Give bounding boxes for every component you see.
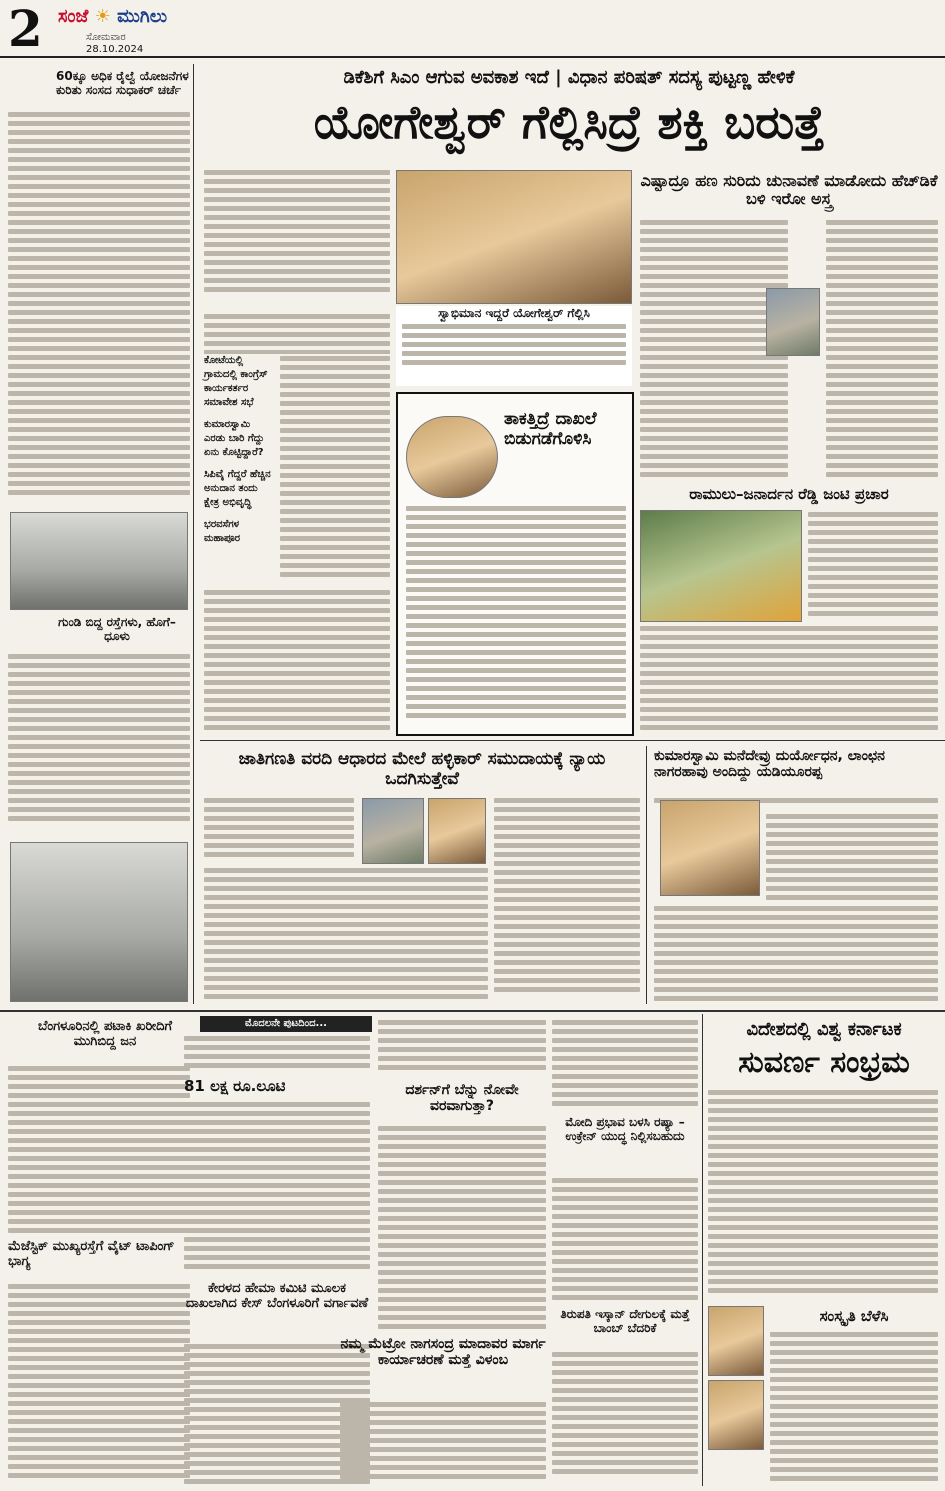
middle-headline-caste: ಜಾತಿಗಣತಿ ವರದಿ ಆಧಾರದ ಮೇಲೆ ಹಳ್ಳಿಕಾರ್ ಸಮುದಾಯಕ್ಕೆ ನ್ಯಾಯ ಒದಗಿಸುತ್ತೇವೆ (238, 750, 606, 789)
middle-article-caste-a (204, 798, 354, 864)
photo-campaign-rally (640, 510, 802, 622)
photo-boxed-speaker (406, 416, 498, 498)
boxed-headline: ತಾಕತ್ತಿದ್ರೆ ದಾಖಲೆ ಬಿಡುಗಡೆಗೊಳಿಸಿ (504, 410, 597, 449)
bottom-headline-crackers: ಬೆಂಗಳೂರಿನಲ್ಲಿ ಪಟಾಕಿ ಖರೀದಿಗೆ ಮುಗಿಬಿದ್ದ ಜನ (37, 1020, 173, 1049)
photo-bottom-portrait-1 (708, 1306, 764, 1376)
masthead (0, 0, 945, 58)
photo-dusty-road (10, 842, 188, 1002)
bottom-right-rule (702, 1014, 703, 1486)
bottom-article-col4a (552, 1020, 698, 1112)
photo-caste-leaders (428, 798, 486, 864)
continued-tag: ಮೊದಲನೇ ಪುಟದಿಂದ... (200, 1016, 372, 1032)
lead-bullet: ಕುಮಾರಸ್ವಾಮಿ ಎರಡು ಬಾರಿ ಗೆದ್ದು ಏನು ಕೊಟ್ಟಿದ್ದಾರೆ? (204, 419, 265, 458)
middle-column-rule (646, 746, 647, 1004)
lead-article-col2 (204, 314, 390, 354)
lead-article-col4 (204, 590, 390, 734)
lead-article-col1 (204, 170, 390, 310)
bottom-article-whitetopping (8, 1284, 190, 1484)
photo-right-portrait (766, 288, 820, 356)
lead-article-col3 (280, 356, 390, 586)
bottom-article-samskriti (770, 1332, 938, 1484)
middle-article-hdk-c (654, 906, 938, 1002)
bottom-article-col3a (378, 1020, 546, 1076)
issue-info (86, 32, 143, 56)
bottom-headline-suvarna: ಸುವರ್ಣ ಸಂಭ್ರಮ (738, 1046, 910, 1080)
right-article-ramulu-b (640, 626, 938, 734)
bottom-headline-iskcon: ತಿರುಪತಿ ಇಸ್ಕಾನ್ ದೇಗುಲಕ್ಕೆ ಮತ್ತೆ ಬಾಂಬ್ ಬೆದರಿಕೆ (560, 1308, 690, 1335)
section-rule-bottom (0, 1010, 945, 1012)
bottom-headline-hema: ಕೇರಳದ ಹೇಮಾ ಕಮಿಟಿ ಮೂಲಕ ದಾಖಲಾಗಿದ ಕೇಸ್ ಬೆಂಗಳೂರಿಗೆ ವರ್ಗಾವಣೆ (185, 1282, 369, 1311)
bottom-article-iskcon (552, 1352, 698, 1484)
photo-hdk-portrait (660, 800, 760, 896)
newspaper-logo (58, 4, 190, 30)
bottom-article-darshan (378, 1126, 546, 1338)
left-headline-railway: 60ಕ್ಕೂ ಅಧಿಕ ರೈಲ್ವೆ ಯೋಜನೆಗಳ ಕುರಿತು ಸಂಸದ ಸುಧಾಕರ್ ಚರ್ಚೆ (56, 70, 189, 97)
bottom-headline-modi: ಮೋದಿ ಪ್ರಭಾವ ಬಳಸಿ ರಷ್ಯಾ – ಉಕ್ರೇನ್ ಯುದ್ಧ ನಿಲ್ಲಿಸಬಹುದು (565, 1116, 685, 1143)
middle-article-caste-b (494, 798, 640, 1002)
left-article-roads (8, 654, 190, 836)
lead-bullet: ಭರವಸೆಗಳ ಮಹಾಪೂರ (204, 519, 241, 544)
middle-article-caste-c (204, 868, 488, 1002)
lead-kicker: ಡಿಕೆಶಿಗೆ ಸಿಎಂ ಆಗುವ ಅವಕಾಶ ಇದೆ | ವಿಧಾನ ಪರಿಷತ್ ಸದಸ್ಯ ಪುಟ್ಟಣ್ಣ ಹೇಳಿಕೆ (343, 68, 795, 88)
issue-day: ಸೋಮವಾರ (86, 32, 126, 43)
lead-bullet: ಕೋಟೆಯಲ್ಲಿ ಗ್ರಾಮದಲ್ಲಿ ಕಾಂಗ್ರೆಸ್ ಕಾರ್ಯಕರ್ತರ ಸಮಾವೇಶ ಸಭೆ (204, 355, 268, 408)
left-headline-roads: ಗುಂಡಿ ಬಿದ್ದ ರಸ್ತೆಗಳು, ಹೊಗೆ–ಧೂಳು (58, 616, 176, 643)
bottom-article-crackers (8, 1066, 190, 1236)
column-rule-left (193, 64, 194, 1004)
lead-photo-caption-text: ಸ್ವಾಭಿಮಾನ ಇದ್ದರೆ ಯೋಗೇಶ್ವರ್ ಗೆಲ್ಲಿಸಿ (438, 306, 590, 320)
lead-photo-caption (396, 306, 632, 386)
right-article-ramulu-a (808, 512, 938, 622)
middle-headline-hdk: ಕುಮಾರಸ್ವಾಮಿ ಮನೆದೇವ್ರು ದುರ್ಯೋಧನ, ಲಾಂಛನ ನಾಗರಹಾವು ಅಂದಿದ್ದು ಯಡಿಯೂರಪ್ಪ (654, 748, 885, 781)
right-article-money-b (826, 220, 938, 482)
bottom-headline-samskriti: ಸಂಸ್ಕೃತಿ ಬೆಳೆಸಿ (819, 1308, 889, 1325)
lead-bullet: ಸಿಪಿವೈ ಗೆದ್ದರೆ ಹೆಚ್ಚಿನ ಅನುದಾನ ತಂದು ಕ್ಷೇತ್ರ ಅಭಿವೃದ್ಧಿ (204, 469, 271, 508)
bottom-article-col2a (184, 1036, 370, 1076)
logo-part-2: ಮುಗಿಲು (117, 6, 168, 27)
issue-date: 28.10.2024 (86, 44, 144, 55)
photo-railway-meeting (10, 512, 188, 610)
section-rule-middle (200, 740, 945, 741)
bottom-headline-whitetopping: ಮೆಜೆಸ್ಟಿಕ್ ಮುಖ್ಯರಸ್ತೆಗೆ ವೈಟ್ ಟಾಪಿಂಗ್ ಭಾಗ್ಯ (8, 1240, 175, 1269)
bottom-article-metro (340, 1402, 546, 1484)
middle-article-hdk-b (766, 814, 938, 904)
left-article-railway (8, 112, 190, 508)
photo-lead-leaders (396, 170, 632, 304)
logo-sun-icon: ☀ (94, 6, 111, 27)
page-number: 2 (8, 0, 43, 58)
boxed-article (406, 506, 626, 730)
bottom-headline-loot: 81 ಲಕ್ಷ ರೂ.ಲೂಟಿ (184, 1078, 286, 1095)
right-headline-ramulu: ರಾಮುಲು–ಜನಾರ್ದನ ರೆಡ್ಡಿ ಜಂಟಿ ಪ್ರಚಾರ (689, 486, 889, 503)
logo-part-1: ಸಂಜೆ (58, 6, 89, 27)
bottom-headline-metro: ನಮ್ಮ ಮೆಟ್ರೋ ನಾಗಸಂದ್ರ ಮಾದಾವರ ಮಾರ್ಗ ಕಾರ್ಯಾಚರಣೆ ಮತ್ತೆ ವಿಳಂಬ (340, 1336, 546, 1369)
bottom-headline-vishwa: ವಿದೇಶದಲ್ಲಿ ವಿಶ್ವ ಕರ್ನಾಟಕ (746, 1020, 902, 1040)
bottom-headline-darshan: ದರ್ಶನ್‌ಗೆ ಬೆನ್ನು ನೋವೇ ವರವಾಗುತ್ತಾ? (405, 1082, 519, 1115)
lead-headline: ಯೋಗೇಶ್ವರ್ ಗೆಲ್ಲಿಸಿದ್ರೆ ಶಕ್ತಿ ಬರುತ್ತೆ (313, 96, 825, 149)
bottom-article-modi (552, 1178, 698, 1308)
boxed-story (396, 392, 634, 736)
photo-caste-event (362, 798, 424, 864)
bottom-article-suvarna (708, 1090, 938, 1302)
photo-bottom-portrait-2 (708, 1380, 764, 1450)
right-headline-money: ಎಷ್ಟಾದ್ರೂ ಹಣ ಸುರಿದು ಚುನಾವಣೆ ಮಾಡೋದು ಹೆಚ್‌ಡಿಕೆ ಬಳಿ ಇರೋ ಅಸ್ತ್ರ (640, 172, 938, 209)
lead-bullets (204, 354, 274, 584)
bottom-article-loot (184, 1102, 370, 1272)
